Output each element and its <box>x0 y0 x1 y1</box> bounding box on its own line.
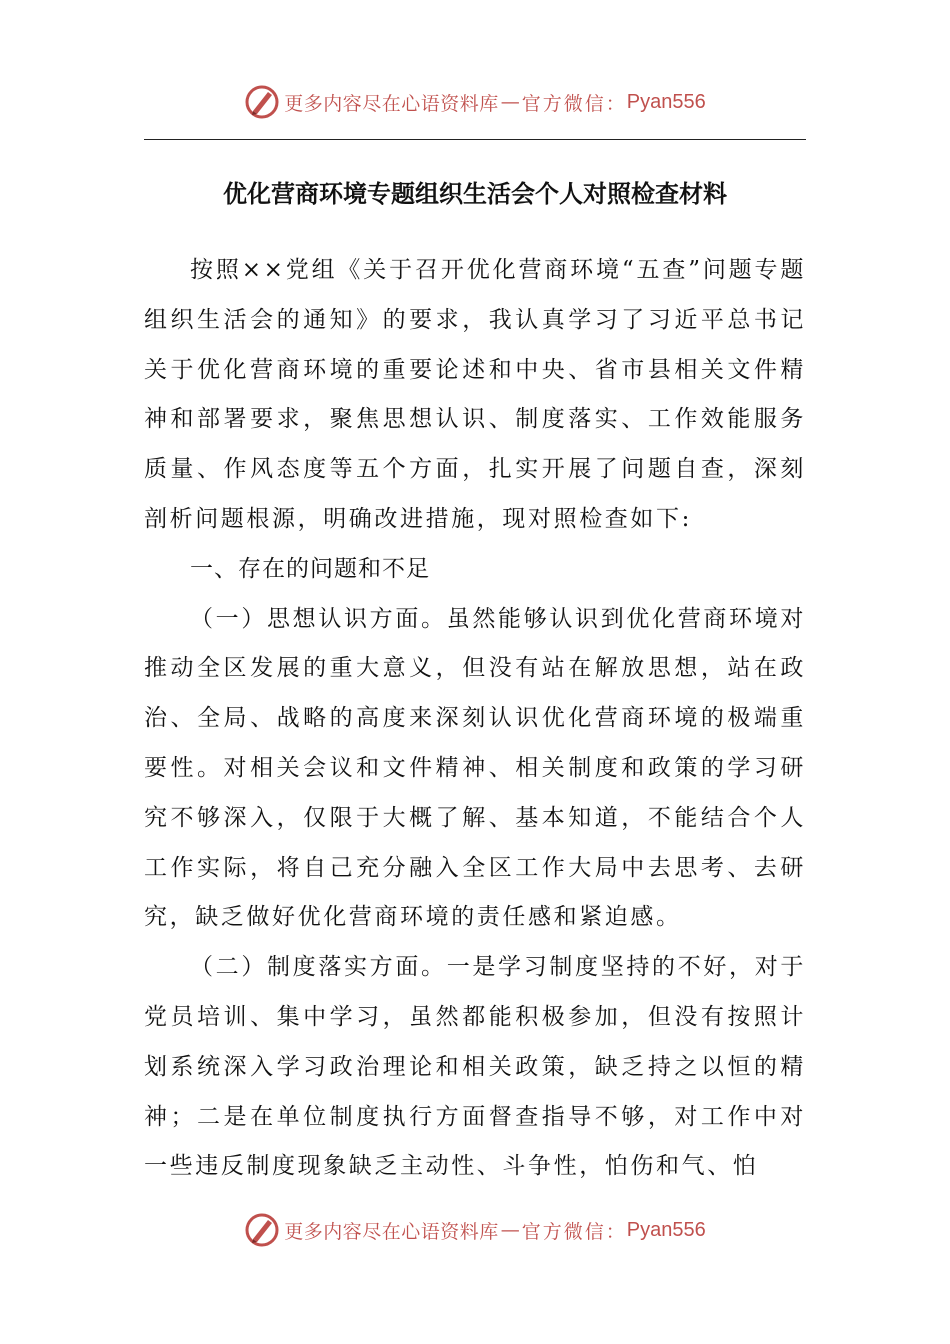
document-title: 优化营商环境专题组织生活会个人对照检查材料 <box>223 180 727 208</box>
section-heading: 一、存在的问题和不足 <box>190 555 430 582</box>
document-body <box>144 246 806 1192</box>
header-divider <box>144 139 806 140</box>
banner-site-name: 更多内容尽在心语资料库 <box>284 1220 499 1243</box>
banner-wechat-label: 官方微信： <box>521 92 627 115</box>
pen-circle-logo-icon <box>244 84 280 120</box>
banner-separator: — <box>500 91 520 113</box>
banner-wechat-id: Pyan556 <box>626 1218 706 1241</box>
banner-wechat-label: 官方微信： <box>521 1220 627 1243</box>
banner-site-name: 更多内容尽在心语资料库 <box>284 92 499 115</box>
pen-circle-logo-icon <box>244 1212 280 1248</box>
banner-separator: — <box>500 1219 520 1241</box>
banner-wechat-id: Pyan556 <box>626 90 706 113</box>
paragraph-system: （二）制度落实方面。一是学习制度坚持的不好，对于党员培训、集中学习，虽然都能积极参加，但没有按照计划系统深入学习政治理论和相关政策，缺乏持之以恒的精神；二是在单位制度执行方面督查指导不够，对工作中对一些违反制度现象缺乏主动性、斗争性，怕伤和气、怕 <box>144 954 806 1180</box>
paragraph-thinking: （一）思想认识方面。虽然能够认识到优化营商环境对推动全区发展的重大意义，但没有站在解放思想，站在政治、全局、战略的高度来深刻认识优化营商环境的极端重要性。对相关会议和文件精神、相关制度和政策的学习研究不够深入，仅限于大概了解、基本知道，不能结合个人工作实际，将自己充分融入全区工作大局中去思考、去研究，缺乏做好优化营商环境的责任感和紧迫感。 <box>144 605 806 931</box>
header-banner <box>0 80 950 124</box>
intro-paragraph: 按照××党组《关于召开优化营商环境“五查”问题专题组织生活会的通知》的要求，我认真学习了习近平总书记关于优化营商环境的重要论述和中央、省市县相关文件精神和部署要求，聚焦思想认识、制度落实、工作效能服务质量、作风态度等五个方面，扎实开展了问题自查，深刻剖析问题根源，明确改进措施，现对照检查如下: <box>144 257 806 532</box>
footer-banner <box>0 1208 950 1252</box>
